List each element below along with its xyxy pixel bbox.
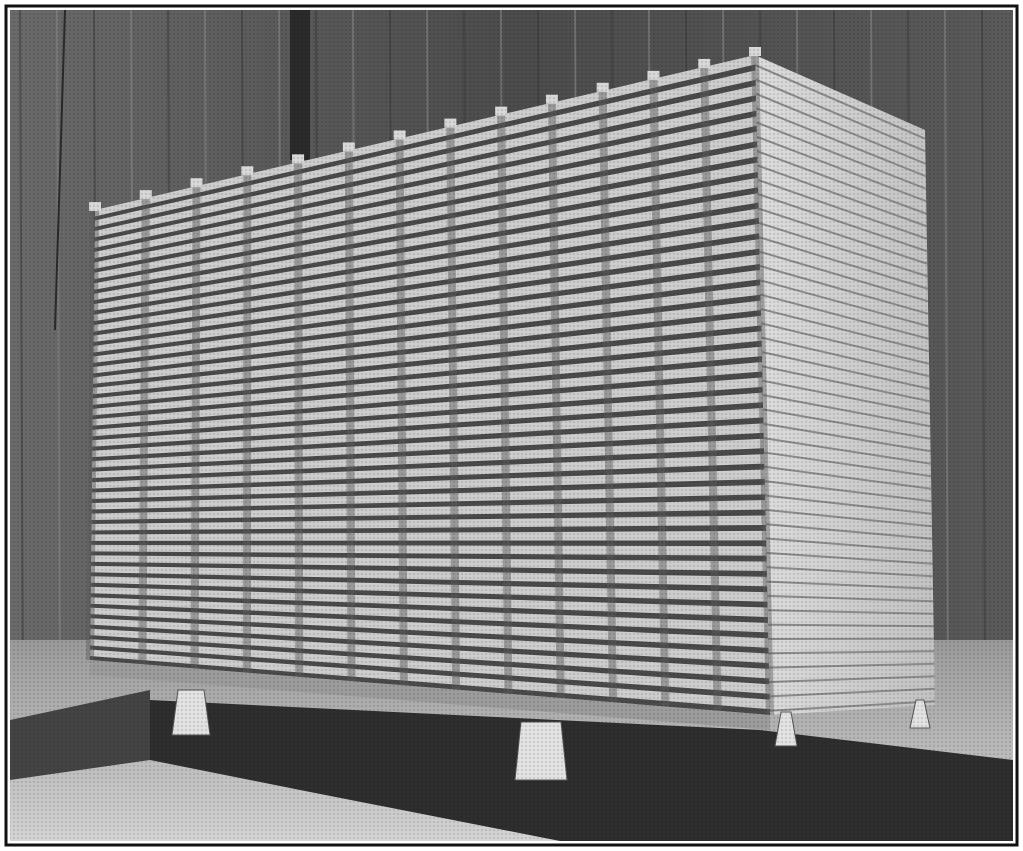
halftone-overlay [10,10,1013,841]
